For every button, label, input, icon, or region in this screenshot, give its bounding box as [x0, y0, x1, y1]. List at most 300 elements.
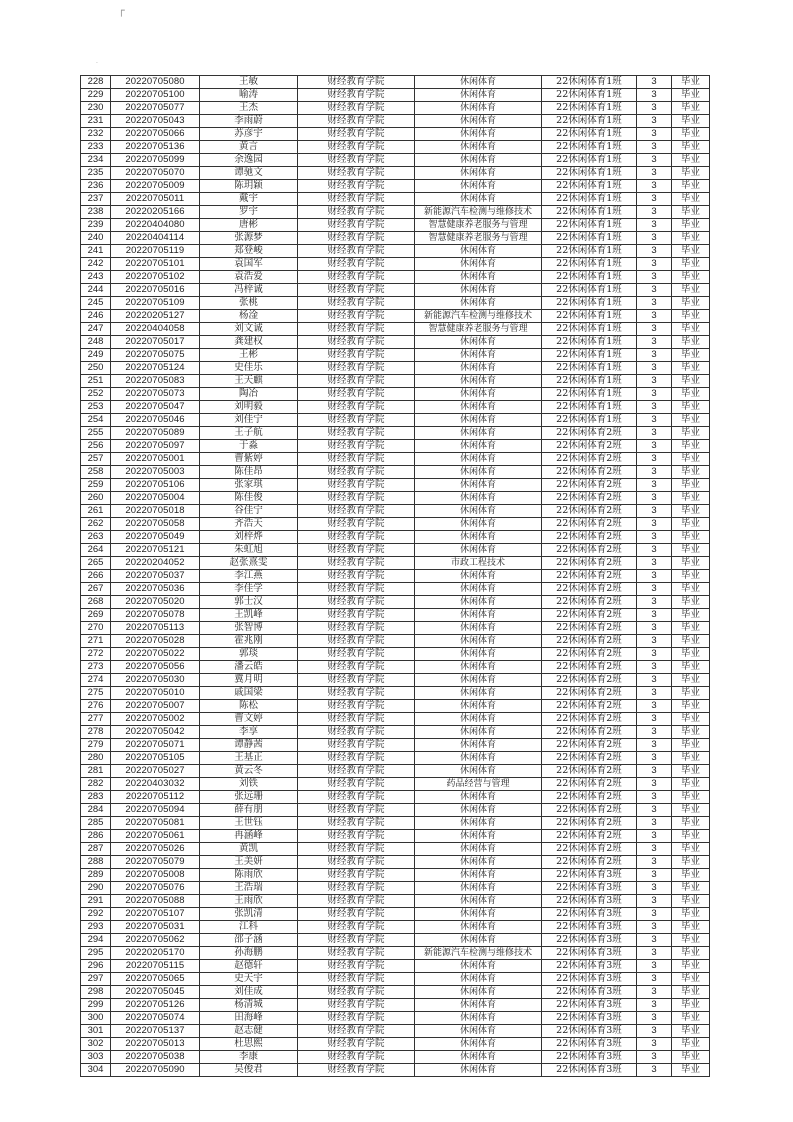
row-number-cell: 279: [81, 739, 111, 752]
row-number-cell: 254: [81, 414, 111, 427]
college-cell: 财经教育学院: [298, 1051, 415, 1064]
class-cell: 22休闲体育2班: [542, 830, 637, 843]
row-number-cell: 299: [81, 999, 111, 1012]
table-row: [81, 934, 710, 947]
years-cell: 3: [637, 609, 672, 622]
student-name-cell: 陈佳昂: [200, 466, 298, 479]
class-cell: 22休闲体育3班: [542, 999, 637, 1012]
status-cell: 毕业: [672, 947, 710, 960]
major-cell: 休闲体育: [415, 518, 542, 531]
table-row: [81, 973, 710, 986]
status-cell: 毕业: [672, 739, 710, 752]
status-cell: 毕业: [672, 258, 710, 271]
row-number-cell: 262: [81, 518, 111, 531]
student-id-cell: 20220705106: [111, 479, 200, 492]
status-cell: 毕业: [672, 635, 710, 648]
row-number-cell: 250: [81, 362, 111, 375]
class-cell: 22休闲体育2班: [542, 479, 637, 492]
class-cell: 22休闲体育1班: [542, 115, 637, 128]
major-cell: 休闲体育: [415, 336, 542, 349]
status-cell: 毕业: [672, 869, 710, 882]
student-name-cell: 张凯清: [200, 908, 298, 921]
major-cell: 休闲体育: [415, 414, 542, 427]
student-name-cell: 刘梓烨: [200, 531, 298, 544]
table-row: [81, 401, 710, 414]
student-id-cell: 20220705045: [111, 986, 200, 999]
status-cell: 毕业: [672, 232, 710, 245]
college-cell: 财经教育学院: [298, 1038, 415, 1051]
major-cell: 休闲体育: [415, 440, 542, 453]
student-id-cell: 20220705101: [111, 258, 200, 271]
class-cell: 22休闲体育1班: [542, 193, 637, 206]
major-cell: 休闲体育: [415, 791, 542, 804]
row-number-cell: 243: [81, 271, 111, 284]
years-cell: 3: [637, 76, 672, 89]
years-cell: 3: [637, 973, 672, 986]
status-cell: 毕业: [672, 622, 710, 635]
table-row: [81, 297, 710, 310]
status-cell: 毕业: [672, 830, 710, 843]
student-id-cell: 20220705010: [111, 687, 200, 700]
table-row: [81, 739, 710, 752]
student-id-cell: 20220705088: [111, 895, 200, 908]
years-cell: 3: [637, 362, 672, 375]
years-cell: 3: [637, 479, 672, 492]
class-cell: 22休闲体育3班: [542, 921, 637, 934]
row-number-cell: 251: [81, 375, 111, 388]
student-id-cell: 20220705027: [111, 765, 200, 778]
table-row: [81, 752, 710, 765]
table-row: [81, 89, 710, 102]
table-row: [81, 570, 710, 583]
major-cell: 休闲体育: [415, 271, 542, 284]
class-cell: 22休闲体育1班: [542, 206, 637, 219]
major-cell: 休闲体育: [415, 609, 542, 622]
student-id-cell: 20220705042: [111, 726, 200, 739]
major-cell: 休闲体育: [415, 193, 542, 206]
college-cell: 财经教育学院: [298, 804, 415, 817]
years-cell: 3: [637, 1038, 672, 1051]
status-cell: 毕业: [672, 804, 710, 817]
table-row: [81, 154, 710, 167]
years-cell: 3: [637, 986, 672, 999]
student-name-cell: 陈松: [200, 700, 298, 713]
class-cell: 22休闲体育2班: [542, 856, 637, 869]
student-name-cell: 李享: [200, 726, 298, 739]
major-cell: 休闲体育: [415, 284, 542, 297]
status-cell: 毕业: [672, 609, 710, 622]
class-cell: 22休闲体育2班: [542, 661, 637, 674]
student-name-cell: 戚国梁: [200, 687, 298, 700]
student-name-cell: 余逸园: [200, 154, 298, 167]
college-cell: 财经教育学院: [298, 635, 415, 648]
class-cell: 22休闲体育3班: [542, 1051, 637, 1064]
student-name-cell: 袁国军: [200, 258, 298, 271]
class-cell: 22休闲体育2班: [542, 544, 637, 557]
status-cell: 毕业: [672, 895, 710, 908]
years-cell: 3: [637, 232, 672, 245]
class-cell: 22休闲体育2班: [542, 609, 637, 622]
years-cell: 3: [637, 895, 672, 908]
class-cell: 22休闲体育1班: [542, 349, 637, 362]
college-cell: 财经教育学院: [298, 128, 415, 141]
years-cell: 3: [637, 921, 672, 934]
class-cell: 22休闲体育2班: [542, 726, 637, 739]
class-cell: 22休闲体育3班: [542, 908, 637, 921]
student-id-cell: 20220705136: [111, 141, 200, 154]
major-cell: 休闲体育: [415, 817, 542, 830]
table-row: [81, 284, 710, 297]
student-id-cell: 20220705080: [111, 76, 200, 89]
student-id-cell: 20220705070: [111, 167, 200, 180]
row-number-cell: 287: [81, 843, 111, 856]
class-cell: 22休闲体育1班: [542, 219, 637, 232]
major-cell: 智慧健康养老服务与管理: [415, 232, 542, 245]
class-cell: 22休闲体育1班: [542, 284, 637, 297]
years-cell: 3: [637, 154, 672, 167]
student-name-cell: 杨淦: [200, 310, 298, 323]
college-cell: 财经教育学院: [298, 739, 415, 752]
table-row: [81, 765, 710, 778]
student-name-cell: 冉涵峰: [200, 830, 298, 843]
major-cell: 休闲体育: [415, 531, 542, 544]
class-cell: 22休闲体育1班: [542, 362, 637, 375]
college-cell: 财经教育学院: [298, 258, 415, 271]
row-number-cell: 248: [81, 336, 111, 349]
student-id-cell: 20220705031: [111, 921, 200, 934]
row-number-cell: 291: [81, 895, 111, 908]
student-id-cell: 20220705043: [111, 115, 200, 128]
row-number-cell: 253: [81, 401, 111, 414]
college-cell: 财经教育学院: [298, 973, 415, 986]
class-cell: 22休闲体育3班: [542, 947, 637, 960]
college-cell: 财经教育学院: [298, 1064, 415, 1077]
table-row: [81, 518, 710, 531]
student-name-cell: 郭琰: [200, 648, 298, 661]
table-row: [81, 102, 710, 115]
student-id-cell: 20220705001: [111, 453, 200, 466]
class-cell: 22休闲体育3班: [542, 1012, 637, 1025]
student-id-cell: 20220705081: [111, 817, 200, 830]
student-id-cell: 20220705028: [111, 635, 200, 648]
status-cell: 毕业: [672, 960, 710, 973]
years-cell: 3: [637, 193, 672, 206]
student-name-cell: 王天麒: [200, 375, 298, 388]
student-name-cell: 冯梓诚: [200, 284, 298, 297]
major-cell: 休闲体育: [415, 856, 542, 869]
status-cell: 毕业: [672, 778, 710, 791]
class-cell: 22休闲体育2班: [542, 739, 637, 752]
student-name-cell: 龚建权: [200, 336, 298, 349]
table-row: [81, 141, 710, 154]
college-cell: 财经教育学院: [298, 492, 415, 505]
college-cell: 财经教育学院: [298, 336, 415, 349]
class-cell: 22休闲体育1班: [542, 401, 637, 414]
college-cell: 财经教育学院: [298, 479, 415, 492]
years-cell: 3: [637, 141, 672, 154]
student-name-cell: 赵张熹雯: [200, 557, 298, 570]
college-cell: 财经教育学院: [298, 89, 415, 102]
row-number-cell: 302: [81, 1038, 111, 1051]
student-id-cell: 20220705046: [111, 414, 200, 427]
major-cell: 新能源汽车检测与维修技术: [415, 310, 542, 323]
college-cell: 财经教育学院: [298, 843, 415, 856]
table-row: [81, 167, 710, 180]
status-cell: 毕业: [672, 271, 710, 284]
row-number-cell: 228: [81, 76, 111, 89]
row-number-cell: 231: [81, 115, 111, 128]
status-cell: 毕业: [672, 791, 710, 804]
status-cell: 毕业: [672, 492, 710, 505]
college-cell: 财经教育学院: [298, 141, 415, 154]
scan-corner-mark: ┌: [118, 4, 125, 17]
college-cell: 财经教育学院: [298, 765, 415, 778]
student-name-cell: 陈佳俊: [200, 492, 298, 505]
table-row: [81, 232, 710, 245]
student-id-cell: 20220705089: [111, 427, 200, 440]
college-cell: 财经教育学院: [298, 713, 415, 726]
student-id-cell: 20220705062: [111, 934, 200, 947]
major-cell: 休闲体育: [415, 908, 542, 921]
table-row: [81, 635, 710, 648]
student-id-cell: 20220705047: [111, 401, 200, 414]
student-id-cell: 20220205166: [111, 206, 200, 219]
major-cell: 休闲体育: [415, 960, 542, 973]
student-name-cell: 王基正: [200, 752, 298, 765]
major-cell: 休闲体育: [415, 1012, 542, 1025]
row-number-cell: 229: [81, 89, 111, 102]
major-cell: 休闲体育: [415, 76, 542, 89]
college-cell: 财经教育学院: [298, 531, 415, 544]
years-cell: 3: [637, 206, 672, 219]
row-number-cell: 286: [81, 830, 111, 843]
row-number-cell: 294: [81, 934, 111, 947]
years-cell: 3: [637, 388, 672, 401]
college-cell: 财经教育学院: [298, 310, 415, 323]
class-cell: 22休闲体育1班: [542, 375, 637, 388]
status-cell: 毕业: [672, 349, 710, 362]
student-id-cell: 20220705099: [111, 154, 200, 167]
class-cell: 22休闲体育2班: [542, 557, 637, 570]
class-cell: 22休闲体育2班: [542, 752, 637, 765]
years-cell: 3: [637, 531, 672, 544]
class-cell: 22休闲体育2班: [542, 804, 637, 817]
row-number-cell: 282: [81, 778, 111, 791]
student-name-cell: 王浩瑞: [200, 882, 298, 895]
years-cell: 3: [637, 115, 672, 128]
student-name-cell: 赵德轩: [200, 960, 298, 973]
table-row: [81, 817, 710, 830]
student-id-cell: 20220705020: [111, 596, 200, 609]
years-cell: 3: [637, 89, 672, 102]
college-cell: 财经教育学院: [298, 726, 415, 739]
student-name-cell: 王子航: [200, 427, 298, 440]
row-number-cell: 263: [81, 531, 111, 544]
major-cell: 休闲体育: [415, 427, 542, 440]
years-cell: 3: [637, 1025, 672, 1038]
class-cell: 22休闲体育2班: [542, 518, 637, 531]
class-cell: 22休闲体育1班: [542, 310, 637, 323]
class-cell: 22休闲体育2班: [542, 622, 637, 635]
status-cell: 毕业: [672, 921, 710, 934]
table-row: [81, 921, 710, 934]
major-cell: 休闲体育: [415, 128, 542, 141]
student-id-cell: 20220705056: [111, 661, 200, 674]
table-row: [81, 609, 710, 622]
student-id-cell: 20220705058: [111, 518, 200, 531]
status-cell: 毕业: [672, 414, 710, 427]
student-name-cell: 王凯峰: [200, 609, 298, 622]
student-name-cell: 张远珊: [200, 791, 298, 804]
table-row: [81, 1064, 710, 1077]
table-row: [81, 271, 710, 284]
class-cell: 22休闲体育3班: [542, 934, 637, 947]
major-cell: 休闲体育: [415, 843, 542, 856]
student-name-cell: 黄凯: [200, 843, 298, 856]
class-cell: 22休闲体育1班: [542, 336, 637, 349]
years-cell: 3: [637, 427, 672, 440]
college-cell: 财经教育学院: [298, 102, 415, 115]
major-cell: 休闲体育: [415, 882, 542, 895]
student-name-cell: 李佳学: [200, 583, 298, 596]
class-cell: 22休闲体育1班: [542, 271, 637, 284]
student-name-cell: 刘铁: [200, 778, 298, 791]
years-cell: 3: [637, 258, 672, 271]
student-id-cell: 20220404080: [111, 219, 200, 232]
class-cell: 22休闲体育3班: [542, 1064, 637, 1077]
status-cell: 毕业: [672, 193, 710, 206]
years-cell: 3: [637, 856, 672, 869]
major-cell: 休闲体育: [415, 804, 542, 817]
table-row: [81, 115, 710, 128]
row-number-cell: 274: [81, 674, 111, 687]
class-cell: 22休闲体育2班: [542, 427, 637, 440]
row-number-cell: 257: [81, 453, 111, 466]
college-cell: 财经教育学院: [298, 778, 415, 791]
row-number-cell: 298: [81, 986, 111, 999]
years-cell: 3: [637, 843, 672, 856]
row-number-cell: 235: [81, 167, 111, 180]
years-cell: 3: [637, 544, 672, 557]
class-cell: 22休闲体育1班: [542, 297, 637, 310]
years-cell: 3: [637, 804, 672, 817]
student-name-cell: 霍兆刚: [200, 635, 298, 648]
status-cell: 毕业: [672, 401, 710, 414]
row-number-cell: 234: [81, 154, 111, 167]
student-id-cell: 20220705075: [111, 349, 200, 362]
class-cell: 22休闲体育2班: [542, 648, 637, 661]
table-row: [81, 830, 710, 843]
student-name-cell: 谭驰文: [200, 167, 298, 180]
row-number-cell: 260: [81, 492, 111, 505]
major-cell: 休闲体育: [415, 583, 542, 596]
class-cell: 22休闲体育2班: [542, 505, 637, 518]
status-cell: 毕业: [672, 466, 710, 479]
table-row: [81, 791, 710, 804]
student-id-cell: 20220705022: [111, 648, 200, 661]
years-cell: 3: [637, 557, 672, 570]
college-cell: 财经教育学院: [298, 414, 415, 427]
table-row: [81, 804, 710, 817]
table-row: [81, 388, 710, 401]
status-cell: 毕业: [672, 323, 710, 336]
row-number-cell: 267: [81, 583, 111, 596]
student-name-cell: 郭士汉: [200, 596, 298, 609]
major-cell: 休闲体育: [415, 388, 542, 401]
college-cell: 财经教育学院: [298, 180, 415, 193]
college-cell: 财经教育学院: [298, 466, 415, 479]
status-cell: 毕业: [672, 440, 710, 453]
table-row: [81, 583, 710, 596]
status-cell: 毕业: [672, 661, 710, 674]
status-cell: 毕业: [672, 1025, 710, 1038]
table-row: [81, 596, 710, 609]
student-id-cell: 20220705113: [111, 622, 200, 635]
college-cell: 财经教育学院: [298, 505, 415, 518]
major-cell: 休闲体育: [415, 921, 542, 934]
student-name-cell: 谷佳宁: [200, 505, 298, 518]
status-cell: 毕业: [672, 570, 710, 583]
years-cell: 3: [637, 180, 672, 193]
college-cell: 财经教育学院: [298, 817, 415, 830]
major-cell: 智慧健康养老服务与管理: [415, 323, 542, 336]
student-id-cell: 20220705126: [111, 999, 200, 1012]
years-cell: 3: [637, 908, 672, 921]
years-cell: 3: [637, 713, 672, 726]
student-name-cell: 刘明毅: [200, 401, 298, 414]
status-cell: 毕业: [672, 219, 710, 232]
college-cell: 财经教育学院: [298, 1025, 415, 1038]
major-cell: 休闲体育: [415, 622, 542, 635]
class-cell: 22休闲体育2班: [542, 674, 637, 687]
table-row: [81, 427, 710, 440]
college-cell: 财经教育学院: [298, 869, 415, 882]
college-cell: 财经教育学院: [298, 245, 415, 258]
major-cell: 休闲体育: [415, 479, 542, 492]
student-id-cell: 20220705026: [111, 843, 200, 856]
student-name-cell: 孙海鹏: [200, 947, 298, 960]
student-id-cell: 20220705115: [111, 960, 200, 973]
row-number-cell: 236: [81, 180, 111, 193]
major-cell: 休闲体育: [415, 492, 542, 505]
table-row: [81, 778, 710, 791]
row-number-cell: 240: [81, 232, 111, 245]
major-cell: 休闲体育: [415, 1051, 542, 1064]
table-row: [81, 687, 710, 700]
major-cell: 药品经营与管理: [415, 778, 542, 791]
years-cell: 3: [637, 765, 672, 778]
college-cell: 财经教育学院: [298, 609, 415, 622]
class-cell: 22休闲体育2班: [542, 817, 637, 830]
years-cell: 3: [637, 648, 672, 661]
class-cell: 22休闲体育2班: [542, 713, 637, 726]
status-cell: 毕业: [672, 752, 710, 765]
student-name-cell: 冀月明: [200, 674, 298, 687]
status-cell: 毕业: [672, 180, 710, 193]
row-number-cell: 238: [81, 206, 111, 219]
years-cell: 3: [637, 622, 672, 635]
row-number-cell: 272: [81, 648, 111, 661]
student-id-cell: 20220205127: [111, 310, 200, 323]
class-cell: 22休闲体育1班: [542, 102, 637, 115]
college-cell: 财经教育学院: [298, 544, 415, 557]
status-cell: 毕业: [672, 648, 710, 661]
years-cell: 3: [637, 869, 672, 882]
table-row: [81, 856, 710, 869]
status-cell: 毕业: [672, 999, 710, 1012]
row-number-cell: 264: [81, 544, 111, 557]
college-cell: 财经教育学院: [298, 934, 415, 947]
